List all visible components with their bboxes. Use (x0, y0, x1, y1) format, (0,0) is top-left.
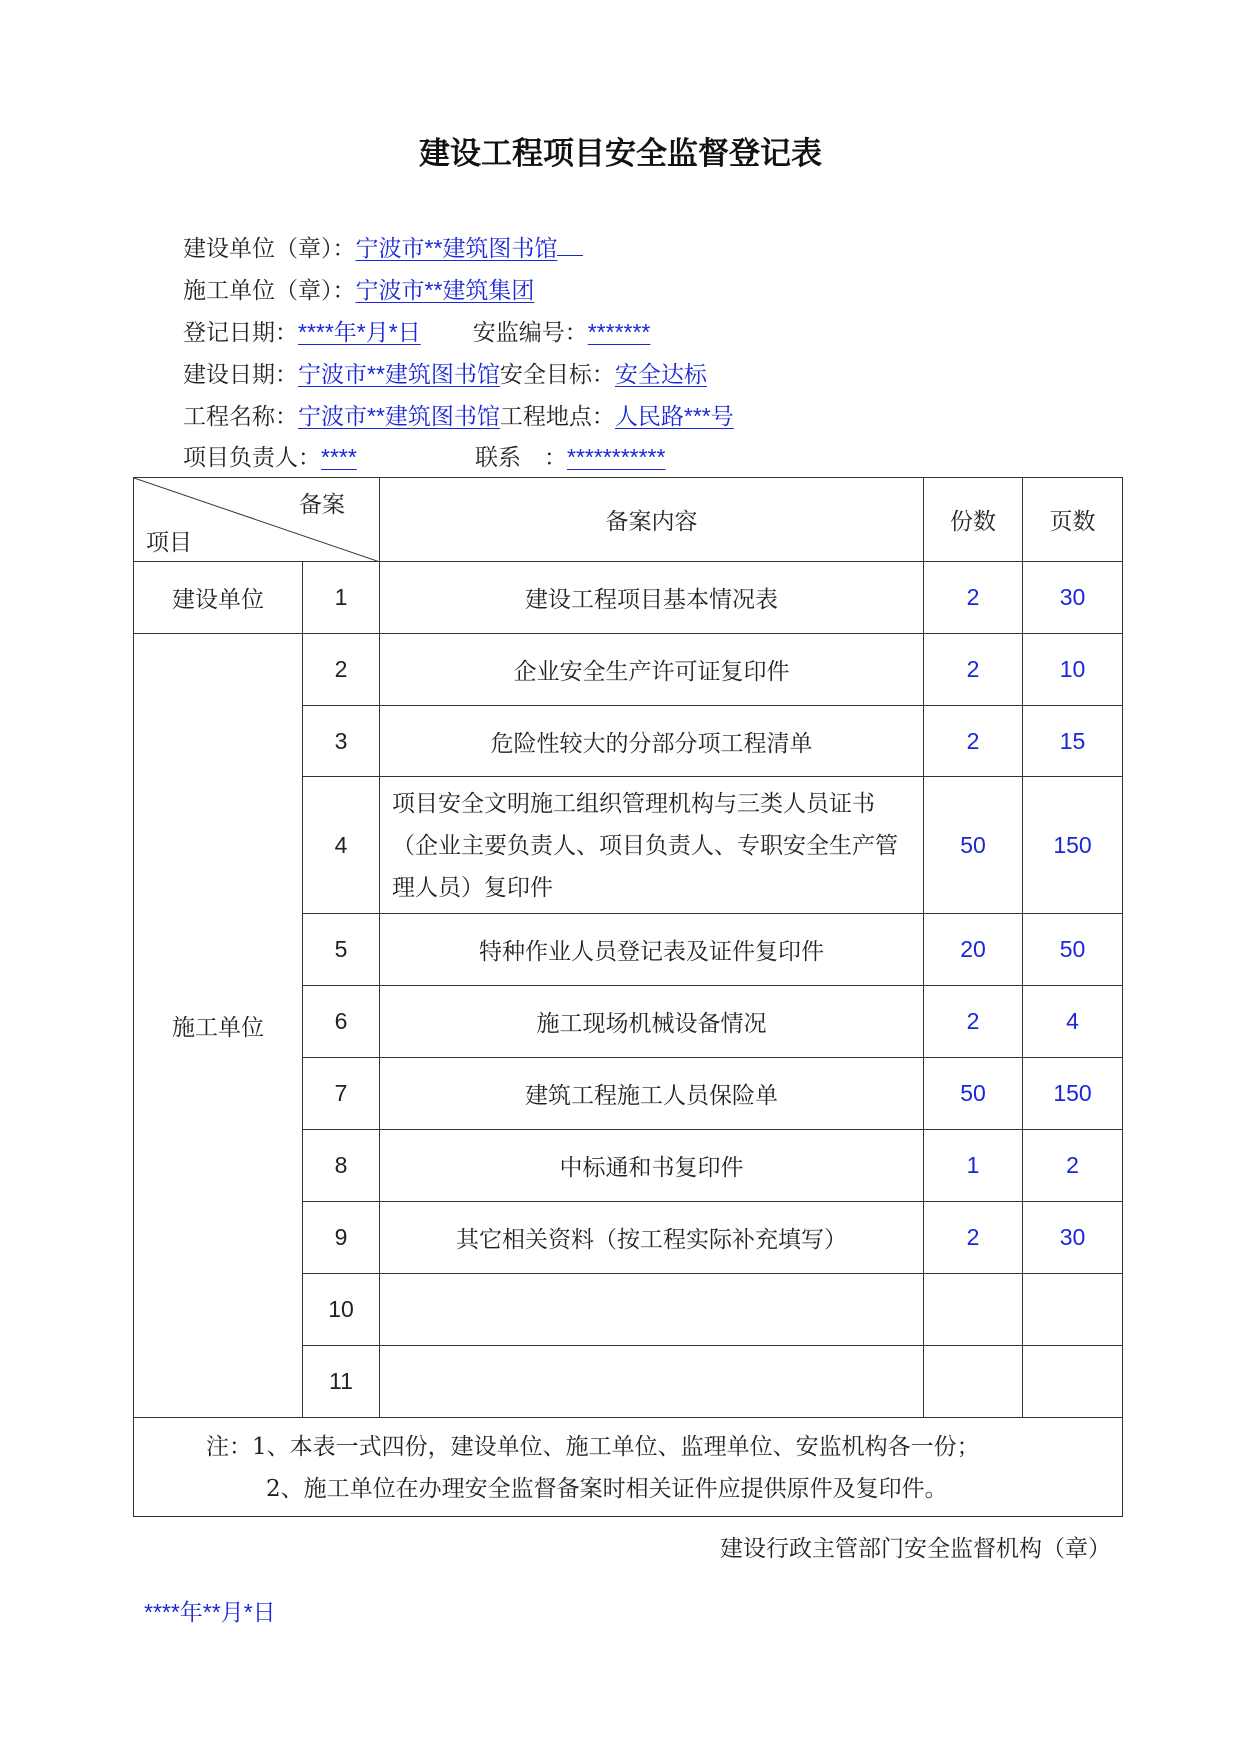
row-content[interactable]: 施工现场机械设备情况 (380, 986, 924, 1058)
header-copies: 份数 (924, 478, 1023, 562)
row-content[interactable]: 建筑工程施工人员保险单 (380, 1058, 924, 1130)
supervision-org-seal: 建设行政主管部门安全监督机构（章） (720, 1536, 1111, 1562)
builder-line (183, 228, 583, 269)
row-no: 5 (303, 914, 380, 986)
row-content[interactable]: 其它相关资料（按工程实际补充填写） (380, 1202, 924, 1274)
row-pages[interactable] (1023, 1346, 1123, 1418)
row-copies[interactable] (924, 1346, 1023, 1418)
row-content[interactable]: 项目安全文明施工组织管理机构与三类人员证书（企业主要负责人、项目负责人、专职安全生产管理人员）复印件 (380, 777, 924, 914)
row-pages[interactable]: 30 (1023, 1202, 1123, 1274)
supervision-no-label: 安监编号： (472, 320, 588, 346)
row-content[interactable]: 企业安全生产许可证复印件 (380, 634, 924, 706)
note-cell (134, 1418, 1123, 1517)
row-copies[interactable]: 50 (924, 1058, 1023, 1130)
table-header-row (134, 478, 1123, 562)
row-pages[interactable]: 4 (1023, 986, 1123, 1058)
row-no: 7 (303, 1058, 380, 1130)
contractor-value[interactable]: 宁波市**建筑集团 (355, 277, 535, 303)
note-row (134, 1418, 1123, 1517)
build-date-value[interactable]: 宁波市**建筑图书馆 (298, 361, 500, 387)
builder-label: 建设单位（章）： (183, 236, 356, 262)
row-no: 2 (303, 634, 380, 706)
note-line-2: 2、施工单位在办理安全监督备案时相关证件应提供原件及复印件。 (266, 1476, 948, 1502)
row-no: 9 (303, 1202, 380, 1274)
record-table (133, 477, 1123, 1517)
row-copies[interactable] (924, 1274, 1023, 1346)
diagonal-header-cell (134, 478, 380, 562)
row-pages[interactable]: 15 (1023, 706, 1123, 777)
reg-date-line (183, 312, 650, 353)
project-location-label: 工程地点： (499, 404, 615, 430)
build-date-line (183, 354, 707, 395)
row-copies[interactable]: 2 (924, 634, 1023, 706)
row-copies[interactable]: 20 (924, 914, 1023, 986)
reg-date-label: 登记日期： (183, 320, 298, 346)
row-copies[interactable]: 2 (924, 1202, 1023, 1274)
row-content[interactable]: 中标通和书复印件 (380, 1130, 924, 1202)
project-name-line (183, 396, 734, 437)
row-no: 1 (303, 562, 380, 634)
row-copies[interactable]: 2 (924, 986, 1023, 1058)
safety-goal-label: 安全目标： (499, 362, 615, 388)
header-item-label: 项目 (146, 530, 192, 556)
builder-value[interactable]: 宁波市**建筑图书馆 (355, 235, 558, 261)
row-content[interactable] (380, 1274, 924, 1346)
row-pages[interactable]: 150 (1023, 777, 1123, 914)
header-pages: 页数 (1023, 478, 1123, 562)
row-content[interactable]: 建设工程项目基本情况表 (380, 562, 924, 634)
row-no: 8 (303, 1130, 380, 1202)
reg-date-value[interactable]: ****年*月*日 (298, 319, 421, 345)
project-name-label: 工程名称： (183, 404, 298, 430)
row-pages[interactable] (1023, 1274, 1123, 1346)
header-record-label: 备案 (299, 492, 345, 518)
row-content[interactable] (380, 1346, 924, 1418)
group-builder: 建设单位 (134, 562, 303, 634)
form-title: 建设工程项目安全监督登记表 (419, 136, 822, 172)
table-row (134, 562, 1123, 634)
row-copies[interactable]: 2 (924, 706, 1023, 777)
footer-date[interactable]: ****年**月*日 (144, 1599, 276, 1625)
row-no: 6 (303, 986, 380, 1058)
table-row (134, 634, 1123, 706)
row-content[interactable]: 特种作业人员登记表及证件复印件 (380, 914, 924, 986)
contact-label: 联系 ： (475, 445, 567, 471)
row-pages[interactable]: 150 (1023, 1058, 1123, 1130)
row-content[interactable]: 危险性较大的分部分项工程清单 (380, 706, 924, 777)
row-no: 4 (303, 777, 380, 914)
manager-label: 项目负责人： (183, 445, 321, 471)
note-line-1: 注：1、本表一式四份，建设单位、施工单位、监理单位、安监机构各一份； (206, 1434, 980, 1460)
contractor-line (183, 270, 534, 311)
row-no: 11 (303, 1346, 380, 1418)
row-pages[interactable]: 50 (1023, 914, 1123, 986)
build-date-label: 建设日期： (183, 362, 298, 388)
row-pages[interactable]: 2 (1023, 1130, 1123, 1202)
row-pages[interactable]: 30 (1023, 562, 1123, 634)
safety-goal-value[interactable]: 安全达标 (614, 361, 707, 387)
row-copies[interactable]: 2 (924, 562, 1023, 634)
row-no: 10 (303, 1274, 380, 1346)
manager-line (183, 437, 665, 478)
row-pages[interactable]: 10 (1023, 634, 1123, 706)
contact-value[interactable]: *********** (567, 444, 666, 470)
row-copies[interactable]: 50 (924, 777, 1023, 914)
header-content: 备案内容 (380, 478, 924, 562)
contractor-label: 施工单位（章）： (183, 278, 356, 304)
project-location-value[interactable]: 人民路***号 (614, 403, 734, 429)
supervision-no-value[interactable]: ******* (587, 319, 651, 345)
manager-value[interactable]: **** (321, 444, 357, 470)
group-contractor: 施工单位 (134, 634, 303, 1418)
row-no: 3 (303, 706, 380, 777)
project-name-value[interactable]: 宁波市**建筑图书馆 (298, 403, 500, 429)
row-copies[interactable]: 1 (924, 1130, 1023, 1202)
